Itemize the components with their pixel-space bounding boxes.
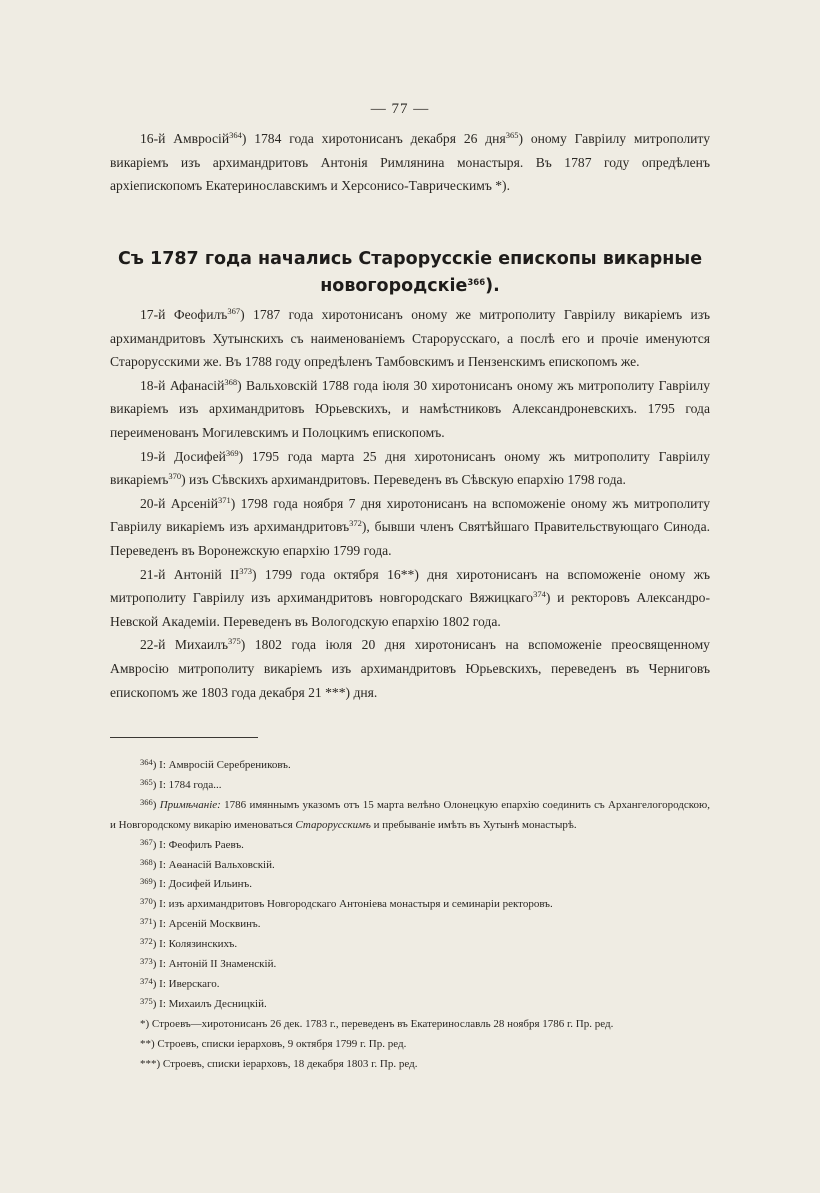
footnote-ref[interactable]: 371 [217, 494, 231, 505]
footnote-ref[interactable]: 369 [225, 447, 239, 458]
entry-18: 18-й Афанасій$^{368}$) Вальховскій 1788 года iюля 30 хиротонисанъ оному жъ митрополиту Гаврiилу викарiемъ изъ архимандритовъ Юрьевскихъ, и намѣстниковъ Александроневскихъ. 1795 года переименованъ Могилевскимъ и Полоцкимъ епископомъ. [110, 376, 710, 440]
section-heading: Съ 1787 года начались Старорусскіе епископы викарные новогородскіе$^{366}$). [117, 249, 703, 296]
entry-16-name: 16-й Амвросій [140, 131, 230, 146]
footnote-366: $^{366}$) Примѣчанiе: 1786 имяннымъ указомъ отъ 15 марта велѣно Олонецкую епархiю соединить съ Архангелогородскою, и Новгородскому викарiю именоваться Старорусскимъ и пребыванiе имѣть въ Хутынѣ монастырѣ. [110, 796, 710, 831]
entry-19: 19-й Досифей$^{369}$) 1795 года марта 25 дня хиротонисанъ оному жъ митрополиту Гаврiилу викарiемъ$^{370}$) изъ Сѣвскихъ архимандритовъ. Переведенъ въ Сѣвскую епархiю 1798 года. [110, 447, 710, 488]
intro-paragraph: 16-й Амвросій$^{364}$) 1784 года хиротонисанъ декабря 26 дня$^{365}$) оному Гаврiилу митрополиту викарiемъ изъ архимандритовъ Антонія Римлянина монастыря. Въ 1787 году опредѣленъ архіепископомъ Екатеринославскимъ и Херсонисо-Таврическимъ *). [110, 130, 710, 194]
footnote-ref[interactable]: 368 [224, 376, 238, 387]
footnote-367: $^{367}$) I: Феофилъ Раевъ. [140, 836, 244, 851]
footnote-divider [110, 737, 258, 738]
footnote-ref[interactable]: 373 [239, 565, 252, 576]
footnote-ref[interactable]: 370 [168, 471, 182, 482]
entry-20: 20-й Арсеній$^{371}$) 1798 года ноября 7 дня хиротонисанъ на вспоможенiе оному жъ митрополиту Гаврiилу викарiемъ изъ архимандритовъ$^{372}$), бывши членъ Святѣйшаго Правительствующаго Синода. Переведенъ въ Воронежскую епархiю 1799 года. [110, 494, 711, 558]
footnote-ref[interactable]: 372 [349, 518, 362, 529]
footnote-star3: ***) Строевъ, списки iерарховъ, 18 декабря 1803 г. Пр. ред. [140, 1057, 418, 1070]
footnote-373: $^{373}$) I: Антоній II Знаменскій. [140, 956, 277, 971]
page-number: — 77 — [370, 101, 430, 117]
footnote-370: $^{370}$) I: изъ архимандритовъ Новгородскаго Антонiева монастыря и семинарiи ректоровъ. [140, 896, 553, 911]
footnotes [110, 756, 710, 1075]
footnote-369: $^{369}$) I: Досифей Ильинъ. [140, 876, 252, 891]
footnote-371: $^{371}$) I: Арсеній Москвинъ. [140, 916, 261, 931]
footnote-364: $^{364}$) I: Амвросій Серебрениковъ. [140, 757, 291, 771]
footnote-ref[interactable]: 375 [228, 636, 241, 647]
footnote-star2: **) Строевъ, списки iерарховъ, 9 октября 1799 г. Пр. ред. [140, 1037, 407, 1050]
footnote-365: $^{365}$) I: 1784 года... [140, 776, 222, 791]
footnote-ref-364[interactable]: 364 [229, 130, 242, 140]
footnote-star1: *) Строевъ—хиротонисанъ 26 дек. 1783 г., переведенъ въ Екатеринославль 28 ноября 1786 г. Пр. ред. [140, 1017, 614, 1030]
footnote-374: $^{374}$) I: Иверскаго. [140, 975, 220, 990]
footnote-ref[interactable]: 374 [533, 589, 546, 600]
footnote-ref-366[interactable]: 366 [467, 278, 486, 288]
footnote-ref-365[interactable]: 365 [505, 130, 519, 140]
entries-block [110, 303, 710, 704]
entry-17: 17-й Феофилъ$^{367}$) 1787 года хиротонисанъ оному же митрополиту Гаврiилу викарiемъ изъ архимандритовъ Хутынскихъ съ наименованiемъ Старорусскаго, а послѣ его и прочiе именуются Старорусскими же. Въ 1788 году опредѣленъ Тамбовскимъ и Пензенскимъ епископомъ же. [110, 306, 710, 370]
footnote-368: $^{368}$) I: Аѳанасій Вальховскій. [140, 856, 275, 871]
footnote-375: $^{375}$) I: Михаилъ Десницкій. [140, 995, 267, 1010]
footnote-372: $^{372}$) I: Колязинскихъ. [140, 936, 238, 951]
footnote-ref[interactable]: 367 [227, 306, 241, 316]
entry-22: 22-й Михаилъ$^{375}$) 1802 года iюля 20 дня хиротонисанъ на вспоможенiе преосвященному Амвросiю митрополиту викарiемъ изъ архимандритовъ Юрьевскихъ, переведенъ въ Черниговъ епископомъ же 1803 года декабря 21 ***) дня. [110, 636, 710, 700]
entry-21: 21-й Антоній II$^{373}$) 1799 года октября 16**) дня хиротонисанъ на вспоможенiе оному жъ митрополиту Гаврiилу изъ архимандритовъ новгородскаго Вяжицкаго$^{374}$) и ректоровъ Александро-Невской Академiи. Переведенъ въ Вологодскую епархiю 1802 года. [110, 565, 710, 629]
